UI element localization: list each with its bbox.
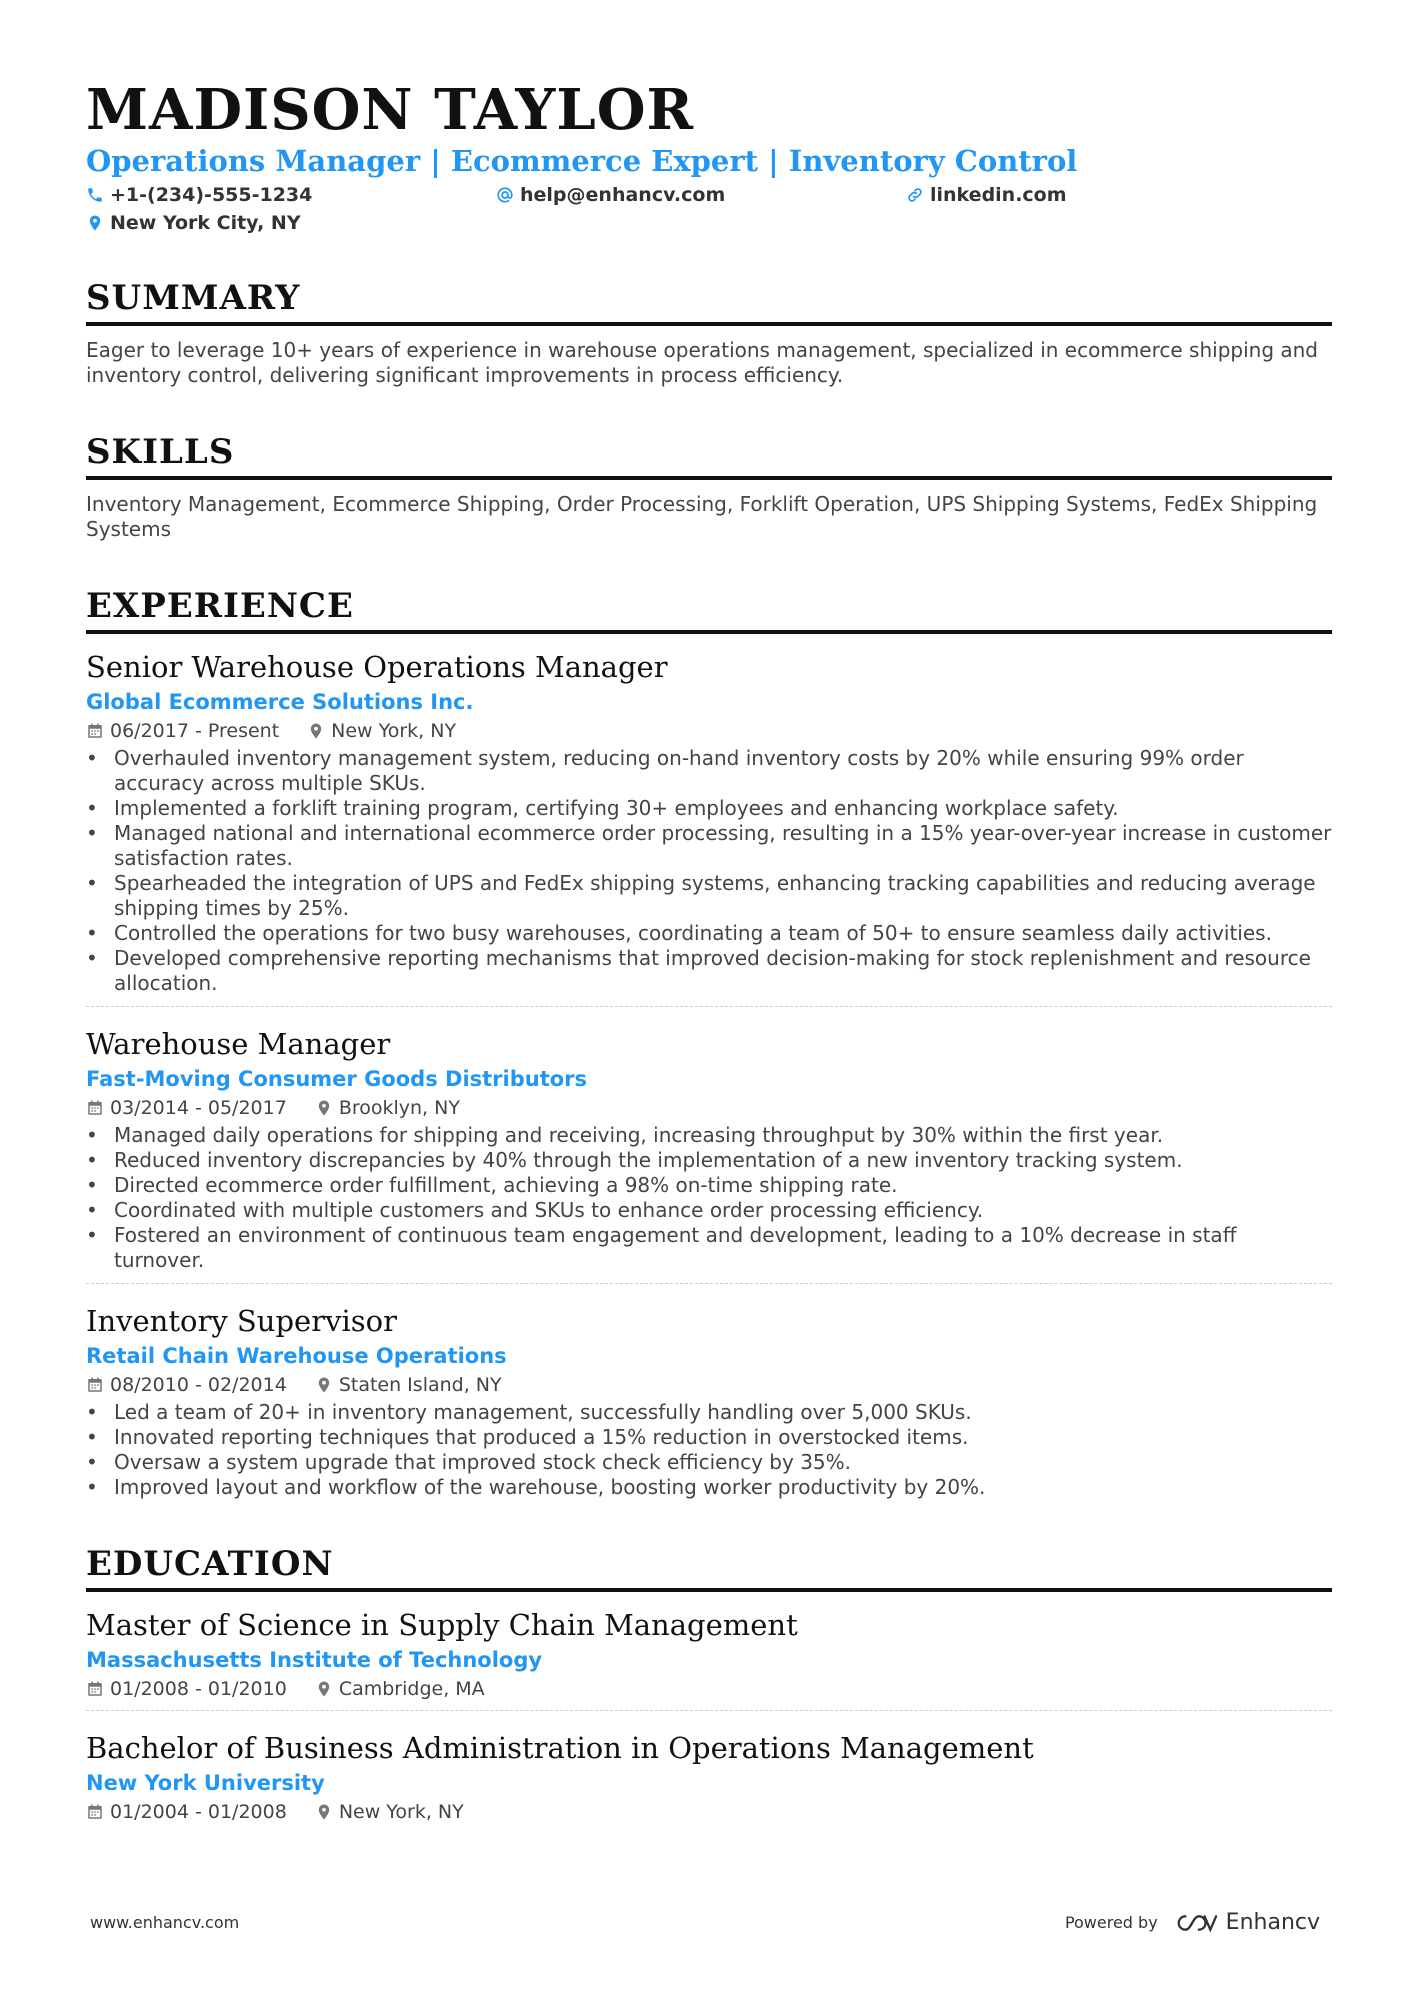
brand-name: Enhancv (1225, 1910, 1320, 1935)
bullet-item: • Reduced inventory discrepancies by 40% through the implementation of a new inventory tracking system. (86, 1148, 1332, 1173)
email-text: help@enhancv.com (520, 184, 726, 206)
job-role: Senior Warehouse Operations Manager (86, 650, 668, 684)
brand[interactable] (1172, 1910, 1320, 1935)
calendar-icon (86, 722, 104, 740)
bullet-item: • Controlled the operations for two busy warehouses, coordinating a team of 50+ to ensure seamless daily activities. (86, 921, 1332, 946)
entry-location: Staten Island, NY (338, 1374, 502, 1396)
calendar-icon (86, 1099, 104, 1117)
candidate-name: MADISON TAYLOR (86, 77, 695, 143)
job-company: Fast-Moving Consumer Goods Distributors (86, 1067, 588, 1091)
contact-email[interactable] (496, 184, 906, 206)
enhancv-logo-icon (1172, 1911, 1218, 1935)
resume-page (86, 70, 1332, 1827)
link-icon (906, 186, 924, 204)
phone-text: +1-(234)-555-1234 (110, 184, 313, 206)
map-pin-icon (315, 1099, 333, 1117)
bullet-item: • Led a team of 20+ in inventory management, successfully handling over 5,000 SKUs. (86, 1400, 1332, 1425)
calendar-icon (86, 1803, 104, 1821)
bullet-item: • Fostered an environment of continuous team engagement and development, leading to a 10% decrease in staff turnover. (86, 1223, 1332, 1273)
job-role: Inventory Supervisor (86, 1304, 397, 1338)
experience-heading: EXPERIENCE (86, 586, 1332, 634)
linkedin-text: linkedin.com (930, 184, 1067, 206)
education-list (86, 1592, 1332, 1823)
job-bullets (86, 746, 1332, 996)
education-entry (86, 1710, 1332, 1823)
map-pin-icon (86, 214, 104, 232)
experience-entry (86, 1283, 1332, 1500)
candidate-title: Operations Manager | Ecommerce Expert | Inventory Control (86, 144, 1078, 178)
bullet-item: • Developed comprehensive reporting mechanisms that improved decision-making for stock replenishment and resource allocation. (86, 946, 1332, 996)
entry-dates: 01/2004 - 01/2008 (110, 1801, 287, 1823)
map-pin-icon (307, 722, 325, 740)
bullet-item: • Innovated reporting techniques that produced a 15% reduction in overstocked items. (86, 1425, 1332, 1450)
job-bullets (86, 1400, 1332, 1500)
entry-meta (86, 1097, 1332, 1119)
skills-heading: SKILLS (86, 432, 1332, 480)
powered-by (1065, 1910, 1320, 1935)
entry-dates: 08/2010 - 02/2014 (110, 1374, 287, 1396)
contact-info (86, 184, 1332, 234)
footer-website[interactable]: www.enhancv.com (90, 1913, 240, 1932)
job-company: Retail Chain Warehouse Operations (86, 1344, 507, 1368)
bullet-item: • Directed ecommerce order fulfillment, achieving a 98% on-time shipping rate. (86, 1173, 1332, 1198)
calendar-icon (86, 1376, 104, 1394)
experience-section (86, 586, 1332, 1500)
bullet-item: • Oversaw a system upgrade that improved stock check efficiency by 35%. (86, 1450, 1332, 1475)
entry-location: New York, NY (338, 1801, 464, 1823)
entry-meta (86, 1801, 1332, 1823)
summary-heading: SUMMARY (86, 278, 1332, 326)
contact-location (86, 212, 496, 234)
entry-dates: 03/2014 - 05/2017 (110, 1097, 287, 1119)
skills-text: Inventory Management, Ecommerce Shipping, Order Processing, Forklift Operation, UPS Shipping Systems, FedEx Shipping Systems (86, 492, 1318, 541)
bullet-item: • Improved layout and workflow of the warehouse, boosting worker productivity by 20%. (86, 1475, 1332, 1500)
map-pin-icon (315, 1376, 333, 1394)
skills-section (86, 432, 1332, 542)
degree-title: Master of Science in Supply Chain Management (86, 1608, 798, 1642)
job-bullets (86, 1123, 1332, 1273)
phone-icon (86, 186, 104, 204)
degree-title: Bachelor of Business Administration in Operations Management (86, 1731, 1034, 1765)
entry-meta (86, 720, 1332, 742)
school-name: New York University (86, 1771, 325, 1795)
experience-entry (86, 1006, 1332, 1273)
experience-entry (86, 634, 1332, 996)
at-icon (496, 186, 514, 204)
bullet-item: • Managed national and international ecommerce order processing, resulting in a 15% year-over-year increase in customer satisfaction rates. (86, 821, 1332, 871)
entry-location: New York, NY (331, 720, 457, 742)
bullet-item: • Managed daily operations for shipping and receiving, increasing throughput by 30% within the first year. (86, 1123, 1332, 1148)
map-pin-icon (315, 1680, 333, 1698)
education-heading: EDUCATION (86, 1544, 1332, 1592)
entry-location: Brooklyn, NY (338, 1097, 460, 1119)
bullet-item: • Implemented a forklift training program, certifying 30+ employees and enhancing workplace safety. (86, 796, 1332, 821)
bullet-item: • Coordinated with multiple customers and SKUs to enhance order processing efficiency. (86, 1198, 1332, 1223)
education-section (86, 1544, 1332, 1823)
entry-meta (86, 1678, 1332, 1700)
entry-meta (86, 1374, 1332, 1396)
education-entry (86, 1592, 1332, 1700)
contact-linkedin[interactable] (906, 184, 1326, 206)
job-role: Warehouse Manager (86, 1027, 391, 1061)
bullet-item: • Spearheaded the integration of UPS and FedEx shipping systems, enhancing tracking capabilities and reducing average shipping times by 25%. (86, 871, 1332, 921)
bullet-item: • Overhauled inventory management system, reducing on-hand inventory costs by 20% while ensuring 99% order accuracy across multiple SKUs. (86, 746, 1332, 796)
contact-phone (86, 184, 496, 206)
school-name: Massachusetts Institute of Technology (86, 1648, 543, 1672)
job-company: Global Ecommerce Solutions Inc. (86, 690, 474, 714)
summary-text: Eager to leverage 10+ years of experience in warehouse operations management, specialized in ecommerce shipping and inventory control, delivering significant improvements in process efficiency. (86, 338, 1318, 387)
powered-by-label: Powered by (1064, 1913, 1158, 1932)
location-text: New York City, NY (110, 212, 301, 234)
map-pin-icon (315, 1803, 333, 1821)
entry-dates: 01/2008 - 01/2010 (110, 1678, 287, 1700)
calendar-icon (86, 1680, 104, 1698)
summary-section (86, 278, 1332, 388)
experience-list (86, 634, 1332, 1500)
entry-location: Cambridge, MA (338, 1678, 485, 1700)
footer (90, 1910, 1320, 1935)
entry-dates: 06/2017 - Present (110, 720, 280, 742)
